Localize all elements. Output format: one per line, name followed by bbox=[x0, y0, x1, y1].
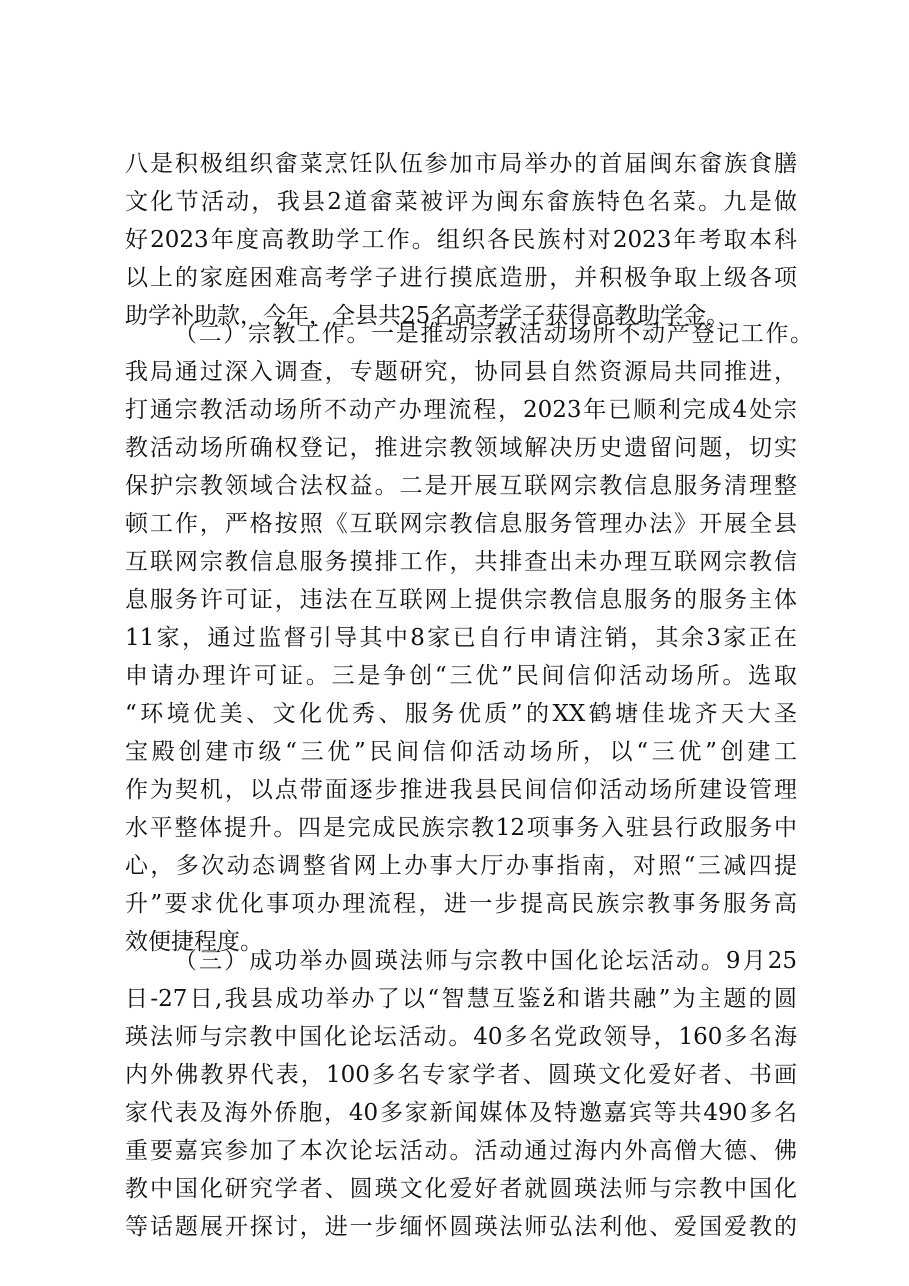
paragraph-line: 等话题展开探讨，进一步缅怀圆瑛法师弘法利他、爱国爱教的 bbox=[125, 1214, 797, 1240]
paragraph-line: 顿工作，严格按照《互联网宗教信息服务管理办法》开展全县 bbox=[125, 511, 797, 537]
paragraph-line: 心，多次动态调整省网上办事大厅办事指南，对照“三减四提 bbox=[125, 853, 797, 879]
paragraph-line: 申请办理许可证。三是争创“三优”民间信仰活动场所。选取 bbox=[125, 663, 797, 689]
paragraph-line: 水平整体提升。四是完成民族宗教12项事务入驻县行政服务中 bbox=[125, 815, 797, 841]
paragraph-line: 息服务许可证，违法在互联网上提供宗教信息服务的服务主体 bbox=[125, 587, 797, 613]
paragraph-line: 作为契机，以点带面逐步推进我县民间信仰活动场所建设管理 bbox=[125, 777, 797, 803]
paragraph-line: 互联网宗教信息服务摸排工作，共排查出未办理互联网宗教信 bbox=[125, 549, 797, 575]
section-heading-religion: （二）宗教工作。一是推动宗教活动场所不动产登记工作。 bbox=[174, 321, 813, 347]
paragraph-line: 11家，通过监督引导其中8家已自行申请注销，其余3家正在 bbox=[125, 625, 797, 651]
paragraph-line: 保护宗教领域合法权益。二是开展互联网宗教信息服务清理整 bbox=[125, 473, 797, 499]
paragraph-line: 效便捷程度。 bbox=[125, 929, 263, 955]
paragraph-line: 教活动场所确权登记，推进宗教领域解决历史遗留问题，切实 bbox=[125, 435, 797, 461]
paragraph-line: 好2023年度高教助学工作。组织各民族村对2023年考取本科 bbox=[125, 227, 797, 253]
paragraph-line: 助学补助款，今年，全县共25名高考学子获得高教助学金。 bbox=[125, 303, 730, 329]
paragraph-line: 宝殿创建市级“三优”民间信仰活动场所，以“三优”创建工 bbox=[125, 739, 797, 765]
paragraph-line: 教中国化研究学者、圆瑛文化爱好者就圆瑛法师与宗教中国化 bbox=[125, 1176, 797, 1202]
paragraph-line: 内外佛教界代表，100多名专家学者、圆瑛文化爱好者、书画 bbox=[125, 1062, 797, 1088]
paragraph-line: 家代表及海外侨胞，40多家新闻媒体及特邀嘉宾等共490多名 bbox=[125, 1100, 797, 1126]
paragraph-line: 八是积极组织畲菜烹饪队伍参加市局举办的首届闽东畲族食膳 bbox=[125, 151, 797, 177]
paragraph-line: 瑛法师与宗教中国化论坛活动。40多名党政领导，160多名海 bbox=[125, 1024, 797, 1050]
paragraph-line: 以上的家庭困难高考学子进行摸底造册，并积极争取上级各项 bbox=[125, 265, 797, 291]
paragraph-line: “环境优美、文化优秀、服务优质”的XX鹤塘佳垅齐天大圣 bbox=[125, 701, 797, 727]
paragraph-line: 文化节活动，我县2道畲菜被评为闽东畲族特色名菜。九是做 bbox=[125, 189, 797, 215]
paragraph-line: 重要嘉宾参加了本次论坛活动。活动通过海内外高僧大德、佛 bbox=[125, 1138, 797, 1164]
paragraph-line: 升”要求优化事项办理流程，进一步提高民族宗教事务服务高 bbox=[125, 891, 797, 917]
paragraph-line: 我局通过深入调查，专题研究，协同县自然资源局共同推进， bbox=[125, 359, 797, 385]
section-heading-forum: （三）成功举办圆瑛法师与宗教中国化论坛活动。9月25 bbox=[174, 948, 797, 974]
paragraph-line: 打通宗教活动场所不动产办理流程，2023年已顺利完成4处宗 bbox=[125, 397, 797, 423]
paragraph-line: 日-27日,我县成功举办了以“智慧互鉴ž和谐共融”为主题的圆 bbox=[125, 986, 797, 1012]
